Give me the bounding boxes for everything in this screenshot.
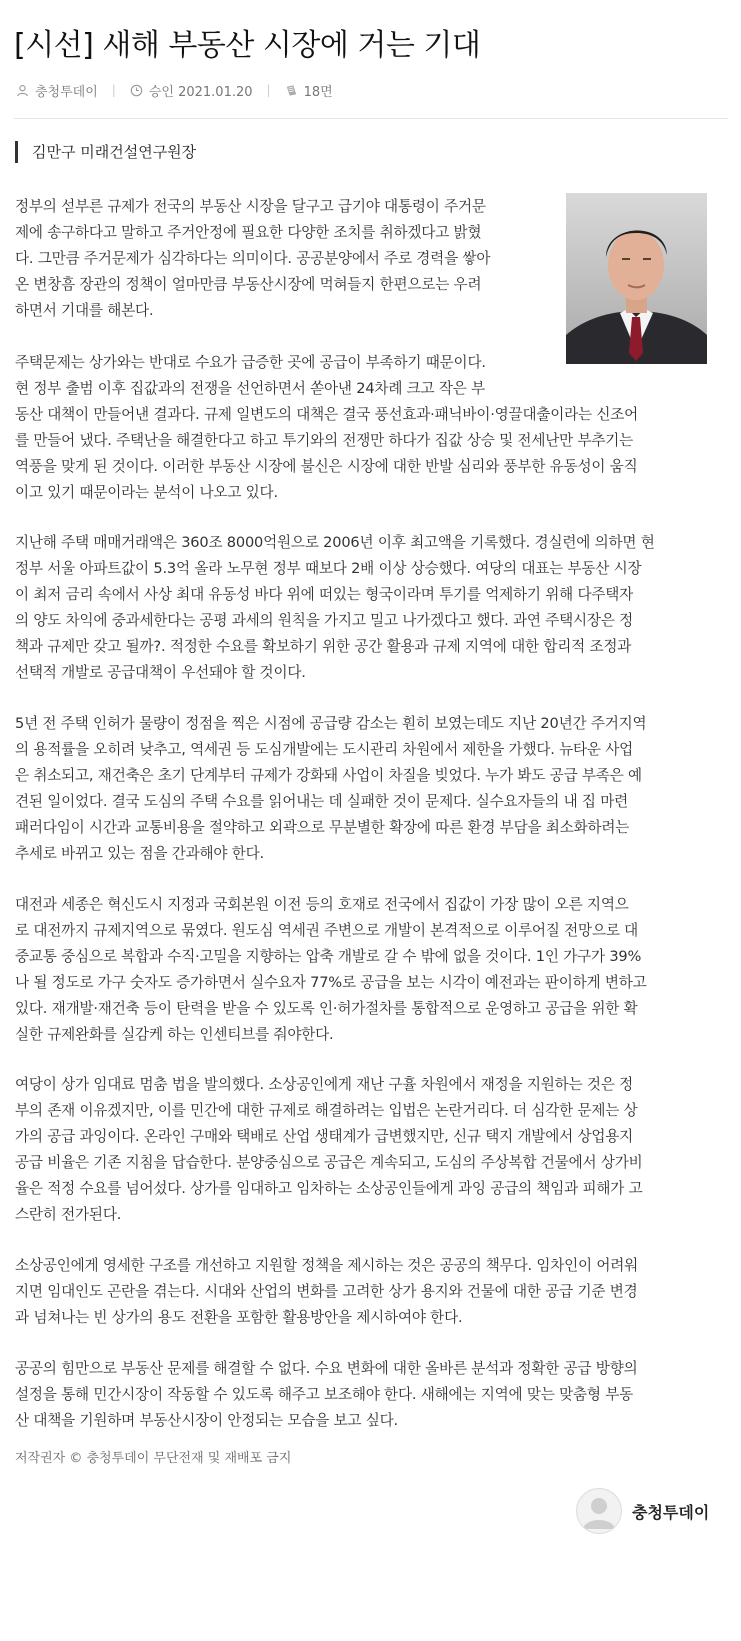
- paragraph-line: 역풍을 맞게 된 것이다. 이러한 부동산 시장에 불신은 시장에 대한 반발 심리와 풍부한 유동성이 움직: [15, 458, 638, 475]
- page-icon: [285, 84, 298, 97]
- paragraph-line: 를 만들어 냈다. 주택난을 해결한다고 하고 투기와의 전쟁만 하다가 집값 상승 및 전세난만 부추기는: [15, 432, 634, 449]
- meta-page-label: 18면: [303, 84, 333, 100]
- meta-author[interactable]: [16, 81, 98, 100]
- meta-author-label: 충청투데이: [35, 84, 98, 100]
- paragraph-7: [15, 1253, 715, 1331]
- footer-brand[interactable]: [576, 1488, 709, 1534]
- paragraph-line: 스란히 전가된다.: [15, 1206, 122, 1223]
- paragraph-line: 대전과 세종은 혁신도시 지정과 국회본원 이전 등의 호재로 전국에서 집값이 가장 많이 오른 지역으: [15, 896, 629, 913]
- article-title: [시선] 새해 부동산 시장에 거는 기대: [14, 28, 481, 63]
- meta-page: [285, 81, 333, 100]
- paragraph-line: 여당이 상가 임대료 멈춤 법을 발의했다. 소상공인에게 재난 구휼 차원에서 재정을 지원하는 것은 정: [15, 1076, 634, 1093]
- paragraph-line: 견된 일이었다. 결국 도심의 주택 수요를 읽어내는 데 실패한 것이 문제다. 실수요자들의 내 집 마련: [15, 793, 629, 810]
- paragraph-line: 가의 공급 과잉이다. 온라인 구매와 택배로 산업 생태계가 급변했지만, 신규 택지 개발에서 상업용지: [15, 1128, 634, 1145]
- meta-divider: |: [266, 83, 271, 97]
- article-meta: [16, 80, 333, 100]
- avatar-placeholder-icon: [577, 1489, 621, 1533]
- paragraph-line: 이 최저 금리 속에서 사상 최대 유동성 바다 위에 떠있는 형국이라며 투기를 억제하기 위해 다주택자: [15, 586, 634, 603]
- paragraph-1: [15, 194, 715, 324]
- paragraph-8: [15, 1356, 715, 1434]
- clock-icon: [130, 84, 143, 97]
- paragraph-4: [15, 711, 715, 867]
- meta-divider: |: [111, 83, 116, 97]
- header-divider: [14, 118, 728, 119]
- paragraph-line: 공급 비율은 기존 지침을 답습한다. 분양중심으로 공급은 계속되고, 도심의 주상복합 건물에서 상가비: [15, 1154, 643, 1171]
- copyright-notice: 저작권자 © 충청투데이 무단전재 및 재배포 금지: [15, 1451, 292, 1466]
- paragraph-line: 나 될 정도로 가구 숫자도 증가하면서 실수요자 77%로 공급을 보는 시각이 예전과는 판이하게 변하고: [15, 974, 647, 991]
- byline: 김만구 미래건설연구원장: [15, 141, 196, 163]
- paragraph-line: 은 취소되고, 재건축은 초기 단계부터 규제가 강화돼 사업이 차질을 빚었다. 누가 봐도 공급 부족은 예: [15, 767, 642, 784]
- paragraph-line: 하면서 기대를 해본다.: [15, 302, 154, 319]
- paragraph-line: 책과 규제만 갖고 될까?. 적정한 수요를 확보하기 위한 공간 활용과 규제 지역에 대한 합리적 조정과: [15, 638, 632, 655]
- paragraph-line: 지면 임대인도 곤란을 겪는다. 시대와 산업의 변화를 고려한 상가 용지와 건물에 대한 공급 기준 변경: [15, 1283, 638, 1300]
- paragraph-3: [15, 530, 715, 686]
- meta-approved: [130, 81, 253, 100]
- paragraph-line: 율은 적정 수요를 넘어섰다. 상가를 임대하고 임차하는 소상공인들에게 과잉 공급의 책임과 피해가 고: [15, 1180, 643, 1197]
- paragraph-line: 중교통 중심으로 복합과 수직·고밀을 지향하는 압축 개발로 갈 수 밖에 없을 것이다. 1인 가구가 39%: [15, 948, 642, 965]
- paragraph-line: 5년 전 주택 인허가 물량이 정점을 찍은 시점에 공급량 감소는 훤히 보였는데도 지난 20년간 주거지역: [15, 715, 647, 732]
- paragraph-line: 패러다임이 시간과 교통비용을 절약하고 외곽으로 무분별한 확장에 따른 환경 부담을 최소화하려는: [15, 819, 630, 836]
- paragraph-5: [15, 892, 715, 1048]
- paragraph-line: 동산 대책이 만들어낸 결과다. 규제 일변도의 대책은 결국 풍선효과·패닉바이·영끌대출이라는 신조어: [15, 406, 639, 423]
- paragraph-line: 실한 규제완화를 실감케 하는 인센티브를 줘야한다.: [15, 1026, 334, 1043]
- paragraph-line: 제에 송구하다고 말하고 주거안정에 필요한 다양한 조치를 취하겠다고 밝혔: [15, 224, 482, 241]
- paragraph-line: 과 넘쳐나는 빈 상가의 용도 전환을 포함한 활용방안을 제시하여야 한다.: [15, 1309, 463, 1326]
- paragraph-line: 이고 있기 때문이라는 분석이 나오고 있다.: [15, 484, 278, 501]
- paragraph-line: 부의 존재 이유겠지만, 이를 민간에 대한 규제로 해결하려는 입법은 논란거리다. 더 심각한 문제는 상: [15, 1102, 638, 1119]
- paragraph-line: 지난해 주택 매매거래액은 360조 8000억원으로 2006년 이후 최고액을 기록했다. 경실련에 의하면 현: [15, 534, 655, 551]
- paragraph-line: 소상공인에게 영세한 구조를 개선하고 지원할 정책을 제시하는 것은 공공의 책무다. 임차인이 어려워: [15, 1257, 639, 1274]
- paragraph-line: 다. 그만큼 주거문제가 심각하다는 의미이다. 공공분양에서 주로 경력을 쌓아: [15, 250, 491, 267]
- paragraph-line: 공공의 힘만으로 부동산 문제를 해결할 수 없다. 수요 변화에 대한 올바른 분석과 정확한 공급 방향의: [15, 1360, 638, 1377]
- paragraph-line: 선택적 개발로 공급대책이 우선돼야 할 것이다.: [15, 664, 306, 681]
- footer-brand-name: 충청투데이: [632, 1502, 710, 1522]
- paragraph-line: 로 대전까지 규제지역으로 묶였다. 원도심 역세권 주변으로 개발이 본격적으로 이루어질 전망으로 대: [15, 922, 639, 939]
- paragraph-line: 주택문제는 상가와는 반대로 수요가 급증한 곳에 공급이 부족하기 때문이다.: [15, 354, 486, 371]
- paragraph-line: 의 양도 차익에 중과세한다는 공평 과세의 원칙을 가지고 밀고 나가겠다고 했다. 과연 주택시장은 정: [15, 612, 634, 629]
- paragraph-line: 추세로 바뀌고 있는 점을 간과해야 한다.: [15, 845, 264, 862]
- avatar: [576, 1488, 622, 1534]
- paragraph-line: 현 정부 출범 이후 집값과의 전쟁을 선언하면서 쏟아낸 24차례 크고 작은 부: [15, 380, 486, 397]
- paragraph-line: 있다. 재개발·재건축 등이 탄력을 받을 수 있도록 인·허가절차를 통합적으로 운영하고 공급을 위한 확: [15, 1000, 638, 1017]
- paragraph-line: 설정을 통해 민간시장이 작동할 수 있도록 해주고 보조해야 한다. 새해에는 지역에 맞는 맞춤형 부동: [15, 1386, 634, 1403]
- paragraph-line: 정부의 섣부른 규제가 전국의 부동산 시장을 달구고 급기야 대통령이 주거문: [15, 198, 486, 215]
- paragraph-line: 온 변창흠 장관의 정책이 얼마만큼 부동산시장에 먹혀들지 한편으로는 우려: [15, 276, 482, 293]
- paragraph-line: 산 대책을 기원하며 부동산시장이 안정되는 모습을 보고 싶다.: [15, 1412, 398, 1429]
- paragraph-2: [15, 350, 715, 506]
- paragraph-line: 정부 서울 아파트값이 5.3억 올라 노무현 정부 때보다 2배 이상 상승했다. 여당의 대표는 부동산 시장: [15, 560, 642, 577]
- paragraph-line: 의 용적률을 오히려 낮추고, 역세권 등 도심개발에는 도시관리 차원에서 제한을 가했다. 뉴타운 사업: [15, 741, 634, 758]
- meta-approved-label: 승인 2021.01.20: [148, 84, 253, 100]
- user-icon: [16, 84, 29, 97]
- paragraph-6: [15, 1072, 715, 1228]
